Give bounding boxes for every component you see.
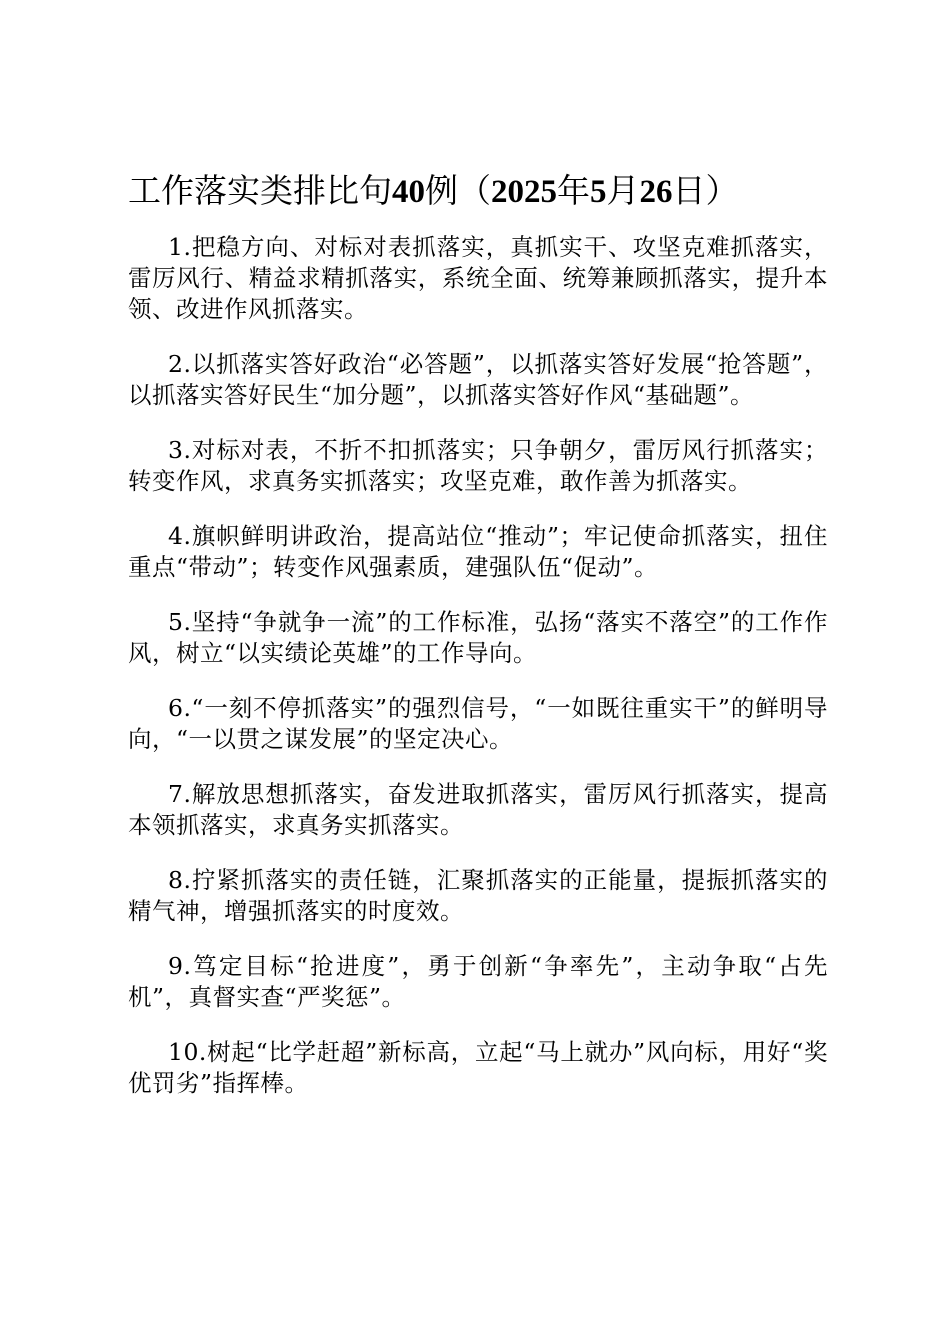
title-text-3: 年 [557,171,590,210]
title-text-5: 日） [672,171,739,210]
list-item: 3.对标对表，不折不扣抓落实；只争朝夕，雷厉风行抓落实；转变作风，求真务实抓落实；攻坚克难，敢作善为抓落实。 [128,436,828,495]
title-text-1: 工作落实类排比句 [128,171,392,210]
title-text-4: 月 [606,171,640,210]
list-item: 10.树起“比学赶超”新标高，立起“马上就办”风向标，用好“奖优罚劣”指挥棒。 [128,1038,828,1097]
list-item: 9.笃定目标“抢进度”，勇于创新“争率先”，主动争取“占先机”，真督实查“严奖惩”。 [128,952,828,1011]
list-item: 5.坚持“争就争一流”的工作标准，弘扬“落实不落空”的工作作风，树立“以实绩论英雄”的工作导向。 [128,608,828,667]
list-item: 6.“一刻不停抓落实”的强烈信号，“一如既往重实干”的鲜明导向，“一以贯之谋发展”的坚定决心。 [128,694,828,753]
title-count: 40 [392,174,425,210]
list-item: 7.解放思想抓落实，奋发进取抓落实，雷厉风行抓落实，提高本领抓落实，求真务实抓落实。 [128,780,828,839]
document-title [128,168,828,215]
title-text-2: 例（ [425,171,491,210]
title-month: 5 [590,174,607,210]
list-item: 1.把稳方向、对标对表抓落实，真抓实干、攻坚克难抓落实，雷厉风行、精益求精抓落实，系统全面、统筹兼顾抓落实，提升本领、改进作风抓落实。 [128,233,828,323]
list-item: 4.旗帜鲜明讲政治，提高站位“推动”；牢记使命抓落实，扭住重点“带动”；转变作风强素质，建强队伍“促动”。 [128,522,828,581]
item-list [128,232,828,1123]
list-item: 2.以抓落实答好政治“必答题”，以抓落实答好发展“抢答题”，以抓落实答好民生“加分题”，以抓落实答好作风“基础题”。 [128,350,828,409]
title-day: 26 [639,174,673,210]
title-year: 2025 [491,174,557,210]
list-item: 8.拧紧抓落实的责任链，汇聚抓落实的正能量，提振抓落实的精气神，增强抓落实的时度效。 [128,866,828,925]
